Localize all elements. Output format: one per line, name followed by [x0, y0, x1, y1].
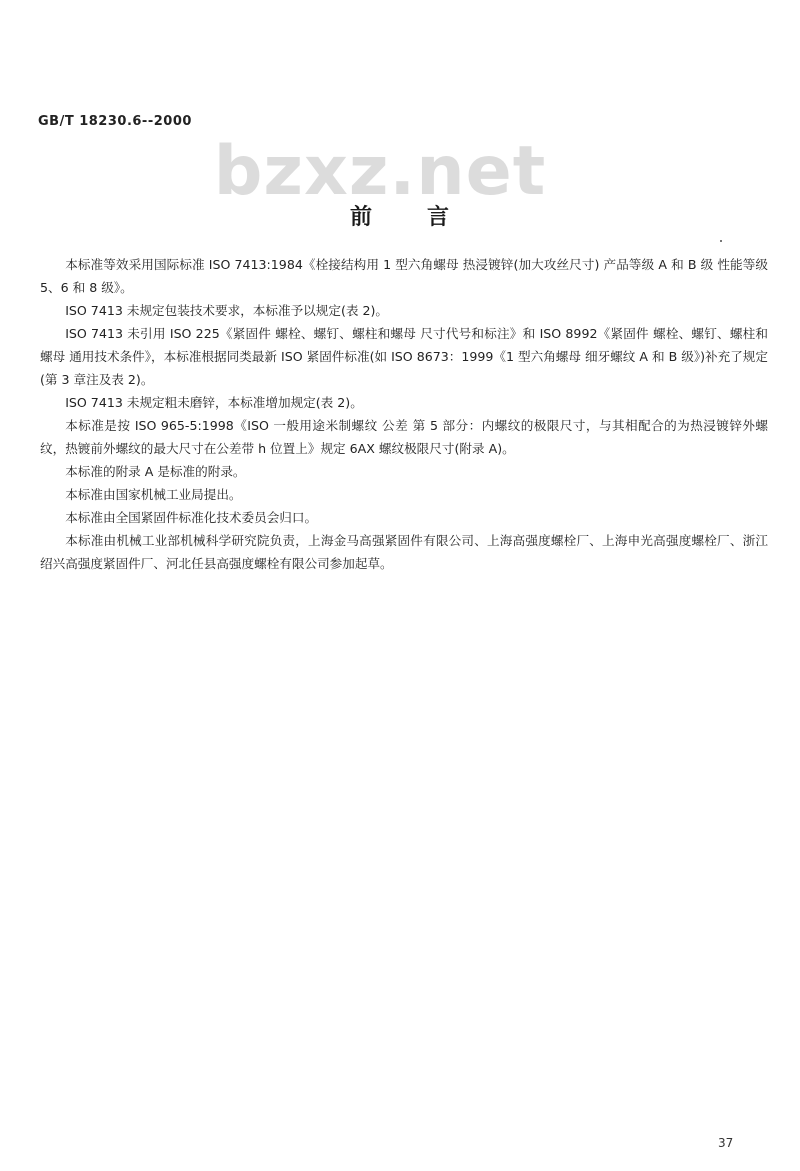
preface-body	[40, 253, 768, 575]
paragraph: 本标准由全国紧固件标准化技术委员会归口。	[65, 510, 318, 525]
title-char-1: 前	[349, 205, 373, 230]
page-mark	[720, 240, 722, 242]
paragraph: 本标准是按 ISO 965-5:1998《ISO 一般用途米制螺纹 公差 第 5 部分：内螺纹的极限尺寸，与其相配合的为热浸镀锌外螺纹，热镀前外螺纹的最大尺寸在公差带 h 位置上》规定 6AX 螺纹极限尺寸(附录 A)。	[40, 418, 768, 456]
paragraph: ISO 7413 未规定包装技术要求，本标准予以规定(表 2)。	[65, 303, 388, 318]
paragraph: 本标准等效采用国际标准 ISO 7413:1984《栓接结构用 1 型六角螺母 热浸镀锌(加大攻丝尺寸) 产品等级 A 和 B 级 性能等级 5、6 和 8 级》。	[40, 257, 768, 295]
title-char-2: 言	[427, 205, 451, 230]
standard-code: GB/T 18230.6--2000	[38, 114, 192, 129]
preface-title	[0, 200, 800, 231]
paragraph: ISO 7413 未规定粗未磨锌，本标准增加规定(表 2)。	[65, 395, 363, 410]
paragraph: 本标准由国家机械工业局提出。	[65, 487, 242, 502]
watermark: bzxz.net	[213, 132, 547, 211]
paragraph: 本标准的附录 A 是标准的附录。	[65, 464, 246, 479]
paragraph: 本标准由机械工业部机械科学研究院负责，上海金马高强紧固件有限公司、上海高强度螺栓厂、上海申光高强度螺栓厂、浙江绍兴高强度紧固件厂、河北任县高强度螺栓有限公司参加起草。	[40, 533, 768, 571]
page-number: 37	[718, 1136, 734, 1150]
paragraph: ISO 7413 未引用 ISO 225《紧固件 螺栓、螺钉、螺柱和螺母 尺寸代号和标注》和 ISO 8992《紧固件 螺栓、螺钉、螺柱和螺母 通用技术条件》，本标准根据同类最新 ISO 紧固件标准(如 ISO 8673：1999《1 型六角螺母 细牙螺纹 A 和 B 级》)补充了规定(第 3 章注及表 2)。	[40, 326, 768, 387]
